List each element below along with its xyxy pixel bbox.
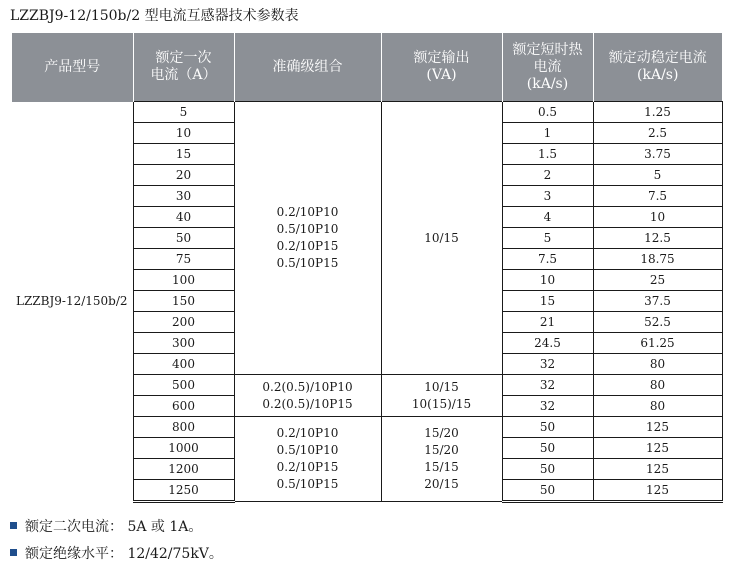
current-cell: 75 [133, 249, 234, 270]
table-header-row [12, 33, 722, 102]
page-title: LZZBJ9-12/150b/2 型电流互感器技术参数表 [10, 8, 299, 24]
accuracy-line: 0.2/10P10 [276, 426, 339, 440]
header-model: 产品型号 [12, 33, 133, 102]
current-cell: 200 [133, 312, 234, 333]
current-cell: 100 [133, 270, 234, 291]
output-group-3 [381, 417, 502, 502]
dynamic-cell: 5 [593, 165, 722, 186]
current-cell: 20 [133, 165, 234, 186]
accuracy-line: 0.2(0.5)/10P15 [262, 396, 353, 411]
header-short-line2: 电流 [533, 58, 562, 75]
current-cell: 1200 [133, 459, 234, 480]
current-cell: 5 [133, 102, 234, 123]
short-time-cell: 24.5 [502, 333, 593, 354]
accuracy-line: 0.2/10P15 [276, 239, 339, 253]
header-short-line1: 额定短时热 [512, 41, 583, 58]
short-time-cell: 10 [502, 270, 593, 291]
dynamic-cell: 2.5 [593, 123, 722, 144]
current-cell: 1000 [133, 438, 234, 459]
square-bullet-icon [10, 549, 17, 556]
header-rated-primary [133, 33, 234, 102]
dynamic-cell: 7.5 [593, 186, 722, 207]
note-text: 额定二次电流： 5A 或 1A。 [25, 519, 203, 535]
dynamic-cell: 25 [593, 270, 722, 291]
short-time-cell: 50 [502, 459, 593, 480]
short-time-cell: 5 [502, 228, 593, 249]
output-line: 10(15)/15 [411, 396, 472, 411]
dynamic-cell: 80 [593, 354, 722, 375]
header-rated-primary-line2: 电流（A） [150, 67, 217, 83]
header-short-time [502, 33, 593, 102]
current-cell: 500 [133, 375, 234, 396]
short-time-cell: 4 [502, 207, 593, 228]
dynamic-cell: 125 [593, 417, 722, 438]
square-bullet-icon [10, 522, 17, 529]
note-item [10, 544, 223, 571]
dynamic-cell: 10 [593, 207, 722, 228]
short-time-cell: 50 [502, 438, 593, 459]
short-time-cell: 15 [502, 291, 593, 312]
short-time-cell: 1 [502, 123, 593, 144]
current-cell: 40 [133, 207, 234, 228]
current-cell: 30 [133, 186, 234, 207]
dynamic-cell: 18.75 [593, 249, 722, 270]
short-time-cell: 21 [502, 312, 593, 333]
current-cell: 10 [133, 123, 234, 144]
header-output [381, 33, 502, 102]
output-line: 15/20 [424, 426, 459, 440]
short-time-cell: 32 [502, 396, 593, 417]
dynamic-cell: 12.5 [593, 228, 722, 249]
accuracy-line: 0.2/10P10 [276, 205, 339, 219]
header-accuracy: 准确级组合 [234, 33, 381, 102]
current-cell: 300 [133, 333, 234, 354]
accuracy-line: 0.5/10P10 [276, 222, 339, 236]
accuracy-line: 0.2(0.5)/10P10 [262, 379, 353, 394]
model-cell: LZZBJ9-12/150b/2 [16, 294, 128, 308]
accuracy-group-2 [234, 375, 381, 417]
header-rated-primary-line1: 额定一次 [155, 50, 212, 66]
current-cell: 50 [133, 228, 234, 249]
current-cell: 150 [133, 291, 234, 312]
output-line: 10/15 [424, 379, 459, 394]
dynamic-cell: 125 [593, 480, 722, 502]
current-cell: 15 [133, 144, 234, 165]
table-row [12, 102, 722, 123]
short-time-cell: 32 [502, 354, 593, 375]
output-group-2 [381, 375, 502, 417]
header-short-line3: (kA/s) [526, 75, 569, 92]
short-time-cell: 3 [502, 186, 593, 207]
current-cell: 800 [133, 417, 234, 438]
accuracy-group-3 [234, 417, 381, 502]
current-cell: 600 [133, 396, 234, 417]
dynamic-cell: 125 [593, 459, 722, 480]
short-time-cell: 7.5 [502, 249, 593, 270]
current-cell: 1250 [133, 480, 234, 502]
short-time-cell: 50 [502, 417, 593, 438]
dynamic-cell: 61.25 [593, 333, 722, 354]
header-output-line1: 额定输出 [413, 50, 470, 66]
dynamic-cell: 80 [593, 375, 722, 396]
dynamic-cell: 1.25 [593, 102, 722, 123]
short-time-cell: 50 [502, 480, 593, 502]
dynamic-cell: 52.5 [593, 312, 722, 333]
note-text: 额定绝缘水平： 12/42/75kV。 [25, 546, 223, 562]
dynamic-cell: 80 [593, 396, 722, 417]
output-group-1: 10/15 [381, 102, 502, 375]
current-cell: 400 [133, 354, 234, 375]
accuracy-line: 0.5/10P10 [276, 443, 339, 457]
output-line: 15/20 [424, 443, 459, 457]
short-time-cell: 0.5 [502, 102, 593, 123]
short-time-cell: 1.5 [502, 144, 593, 165]
accuracy-line: 0.5/10P15 [276, 256, 339, 270]
accuracy-group-1 [234, 102, 381, 375]
dynamic-cell: 3.75 [593, 144, 722, 165]
accuracy-line: 0.5/10P15 [276, 477, 339, 491]
dynamic-cell: 37.5 [593, 291, 722, 312]
notes [10, 517, 223, 571]
header-dynamic: 额定动稳定电流(kA/s) [593, 33, 722, 102]
dynamic-cell: 125 [593, 438, 722, 459]
note-item [10, 517, 223, 544]
short-time-cell: 32 [502, 375, 593, 396]
output-line: 20/15 [424, 477, 459, 491]
spec-table [12, 33, 723, 503]
output-line: 15/15 [424, 460, 459, 474]
header-output-line2: (VA) [426, 67, 457, 83]
short-time-cell: 2 [502, 165, 593, 186]
accuracy-line: 0.2/10P15 [276, 460, 339, 474]
